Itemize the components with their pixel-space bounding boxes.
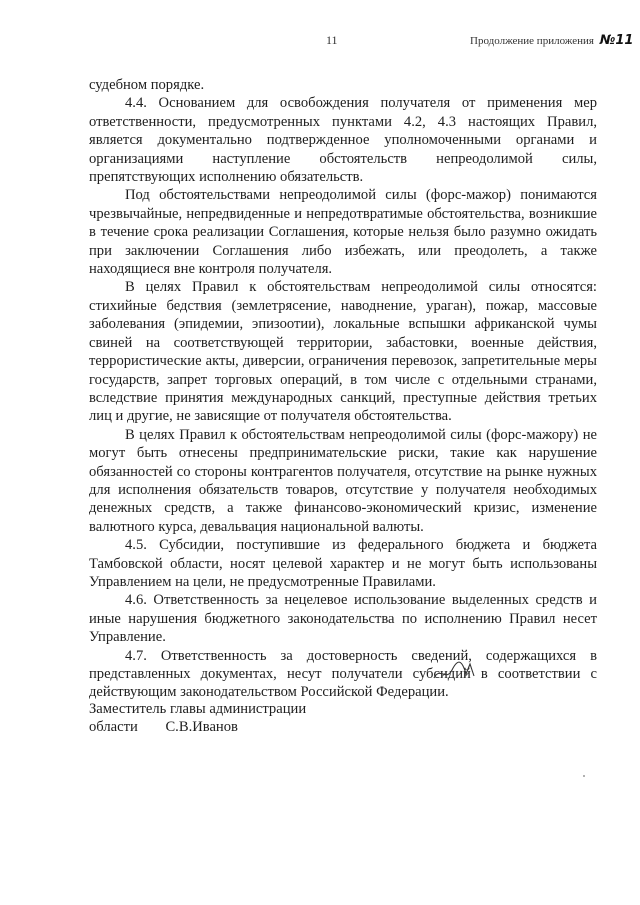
paragraph-continuation: судебном порядке. (89, 77, 205, 93)
signature-line (89, 718, 306, 736)
paragraph-4-4: 4.4. Основанием для освобождения получателя от применения мер ответственности, предусмотренных пунктами 4.2, 4.3 настоящих Правил, является документально подтвержденное уполномоченными органами и организациями наступление обстоятельств непреодолимой силы, препятствующих исполнению обязательств. (89, 95, 597, 186)
paragraph-force-majeure-excludes: В целях Правил к обстоятельствам непреодолимой силы (форс-мажору) не могут быть отнесены предпринимательские риски, такие как нарушение обязанностей со стороны контрагентов получателя, отсутствие на рынке нужных для исполнения обязательств товаров, отсутствие у получателя необходимых денежных средств, а также финансово-экономический кризис, изменение валютного курса, девальвация национальной валюты. (89, 426, 597, 535)
signature-block (89, 700, 306, 737)
appendix-number: №11 (599, 33, 634, 48)
page-number: 11 (326, 33, 338, 47)
handwritten-mark (430, 656, 490, 686)
continuation-label: Продолжение приложения (470, 35, 594, 47)
signature-region: области (89, 719, 138, 736)
paragraph-4-7: 4.7. Ответственность за достоверность сведений, содержащихся в представленных документах, несут получатели субсидий в соответствии с действующим законодательством Российской Федерации. (89, 647, 597, 701)
signature-title: Заместитель главы администрации (89, 701, 307, 717)
appendix-continuation-note (470, 33, 633, 48)
paragraph-force-majeure-definition: Под обстоятельствами непреодолимой силы (форс-мажор) понимаются чрезвычайные, непредвиденные и непредотвратимые обстоятельства, возникшие в течение срока реализации Соглашения, которые нельзя было разумно ожидать при заключении Соглашения либо избежать, или преодолеть, а также находящиеся вне контроля получателя. (89, 187, 597, 278)
paragraph-4-5: 4.5. Субсидии, поступившие из федерального бюджета и бюджета Тамбовской области, носят целевой характер и не могут быть использованы Управлением на цели, не предусмотренные Правилами. (89, 537, 597, 590)
scan-speck (583, 775, 585, 777)
paragraph-4-6: 4.6. Ответственность за нецелевое использование выделенных средств и иные нарушения бюджетного законодательства по исполнению Правил несет Управление. (89, 592, 597, 646)
document-body (89, 76, 597, 702)
signature-name: С.В.Иванов (165, 719, 238, 736)
paragraph-force-majeure-includes: В целях Правил к обстоятельствам непреодолимой силы относятся: стихийные бедствия (землетрясение, наводнение, ураган), пожар, массовые заболевания (эпидемии, эпизоотии), локальные вспышки африканской чумы свиней на соответствующей территории, забастовки, военные действия, террористические акты, диверсии, ограничения перевозок, запретительные меры государств, запрет торговых операций, в том числе с отдельными странами, вследствие принятия международных санкций, преступные действия третьих лиц и другие, не зависящие от получателя обстоятельства. (89, 279, 597, 425)
